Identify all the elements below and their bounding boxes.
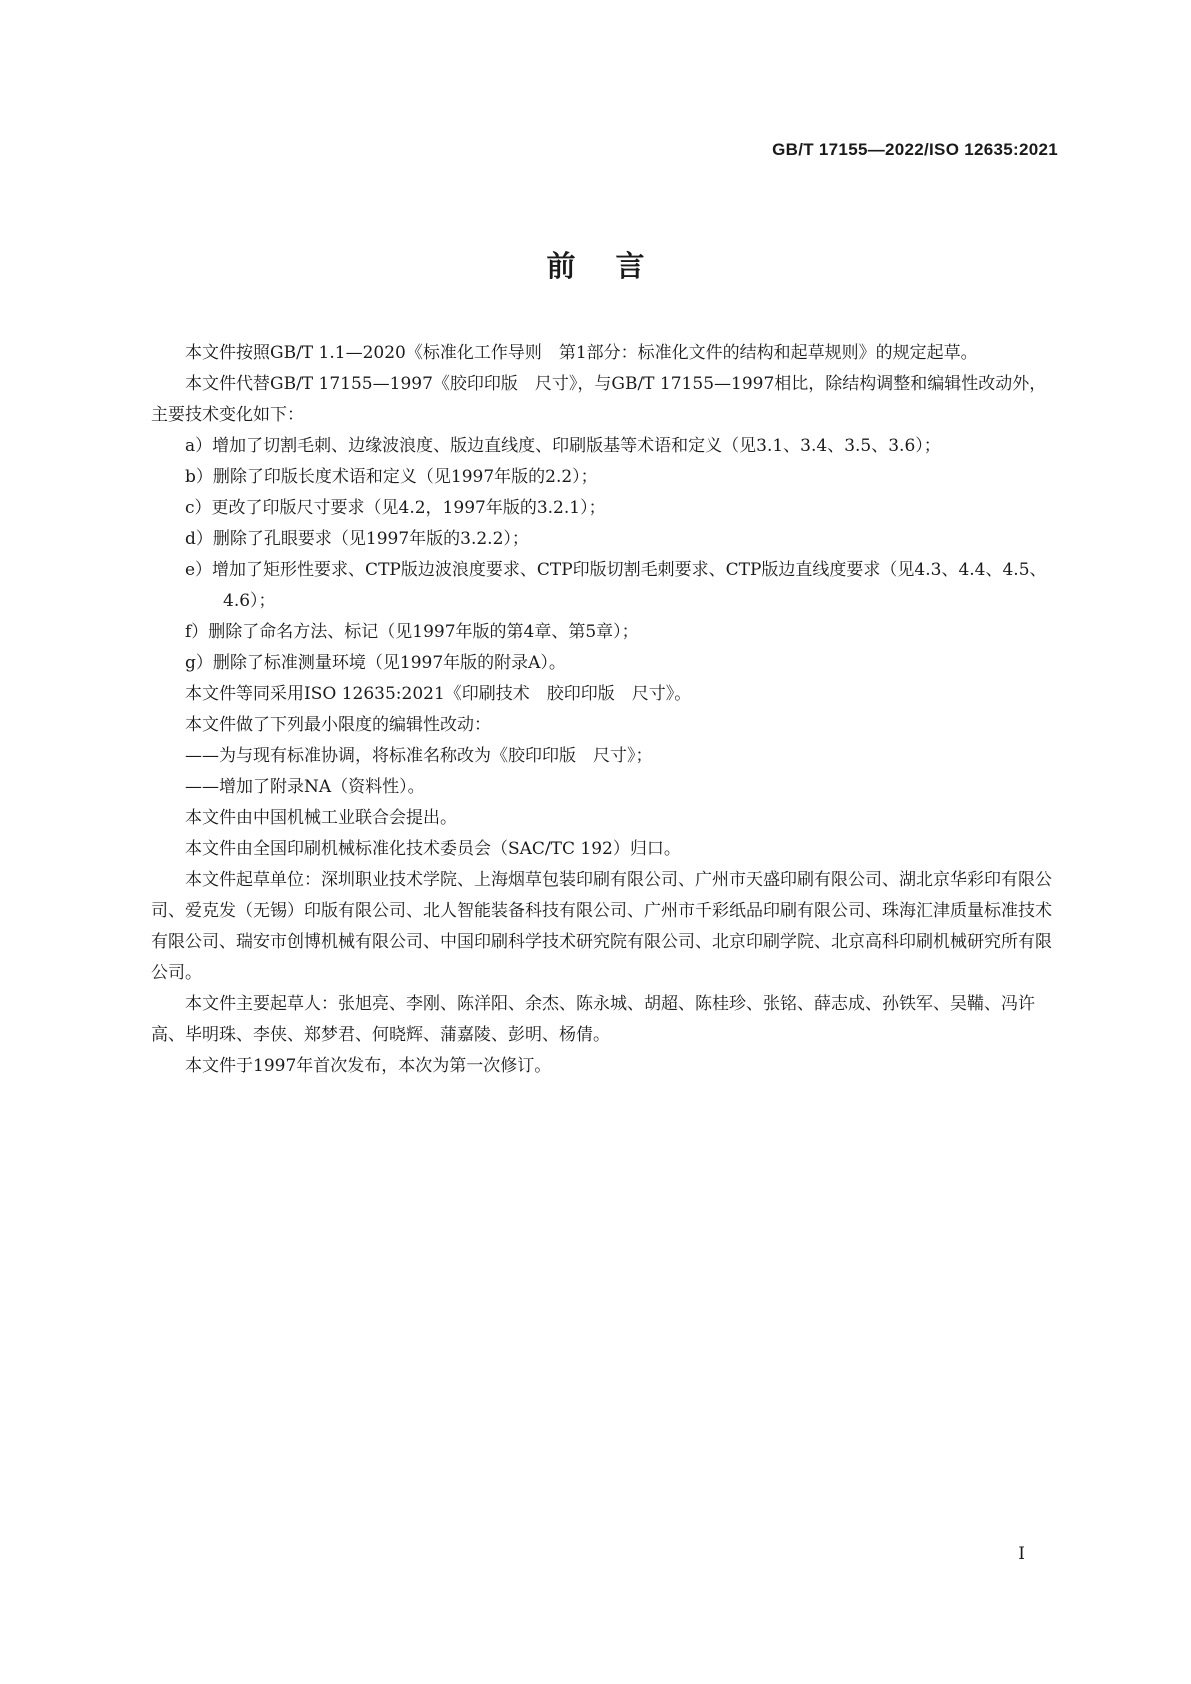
change-item-g: g）删除了标准测量环境（见1997年版的附录A）。 [185, 653, 566, 673]
change-item-f: f）删除了命名方法、标记（见1997年版的第4章、第5章）； [185, 622, 639, 642]
paragraph-history: 本文件于1997年首次发布，本次为第一次修订。 [185, 1056, 552, 1076]
paragraph-drafting-basis: 本文件按照GB/T 1.1—2020《标准化工作导则 第1部分：标准化文件的结构和起草规则》的规定起草。 [185, 343, 978, 363]
paragraph-drafters: 本文件主要起草人：张旭亮、李刚、陈洋阳、余杰、陈永城、胡超、陈桂珍、张铭、薛志成、孙铁军、吴鞴、冯许高、毕明珠、李侠、郑梦君、何晓辉、蒲嘉陵、彭明、杨倩。 [151, 994, 1035, 1045]
change-item-a: a）增加了切割毛刺、边缘波浪度、版边直线度、印刷版基等术语和定义（见3.1、3.4、3.5、3.6）； [185, 436, 941, 456]
paragraph-proposer: 本文件由中国机械工业联合会提出。 [185, 808, 457, 828]
change-item-e: e）增加了矩形性要求、CTP版边波浪度要求、CTP印版切割毛刺要求、CTP版边直线度要求（见4.3、4.4、4.5、4.6）； [185, 560, 1047, 611]
paragraph-replacement: 本文件代替GB/T 17155—1997《胶印印版 尺寸》，与GB/T 17155—1997相比，除结构调整和编辑性改动外，主要技术变化如下： [151, 374, 1047, 425]
change-item-b: b）删除了印版长度术语和定义（见1997年版的2.2）； [185, 467, 598, 487]
change-item-d: d）删除了孔眼要求（见1997年版的3.2.2）； [185, 529, 529, 549]
edit-item-1: ——为与现有标准协调，将标准名称改为《胶印印版 尺寸》； [185, 746, 653, 766]
page-number: I [1018, 1544, 1025, 1564]
paragraph-technical-committee: 本文件由全国印刷机械标准化技术委员会（SAC/TC 192）归口。 [185, 839, 681, 859]
change-item-c: c）更改了印版尺寸要求（见4.2，1997年版的3.2.1）； [185, 498, 606, 518]
standard-number: GB/T 17155—2022/ISO 12635:2021 [772, 140, 1058, 159]
document-body [151, 338, 1056, 1082]
paragraph-editorial: 本文件做了下列最小限度的编辑性改动： [185, 715, 491, 735]
page-title: 前言 [546, 249, 685, 283]
paragraph-drafting-units: 本文件起草单位：深圳职业技术学院、上海烟草包装印刷有限公司、广州市天盛印刷有限公司、湖北京华彩印有限公司、爱克发（无锡）印版有限公司、北人智能装备科技有限公司、广州市千彩纸品印刷有限公司、珠海汇津质量标准技术有限公司、瑞安市创博机械有限公司、中国印刷科学技术研究院有限公司、北京印刷学院、北京高科印刷机械研究所有限公司。 [151, 870, 1052, 983]
paragraph-adoption: 本文件等同采用ISO 12635:2021《印刷技术 胶印印版 尺寸》。 [185, 684, 692, 704]
edit-item-2: ——增加了附录NA（资料性）。 [185, 777, 425, 797]
